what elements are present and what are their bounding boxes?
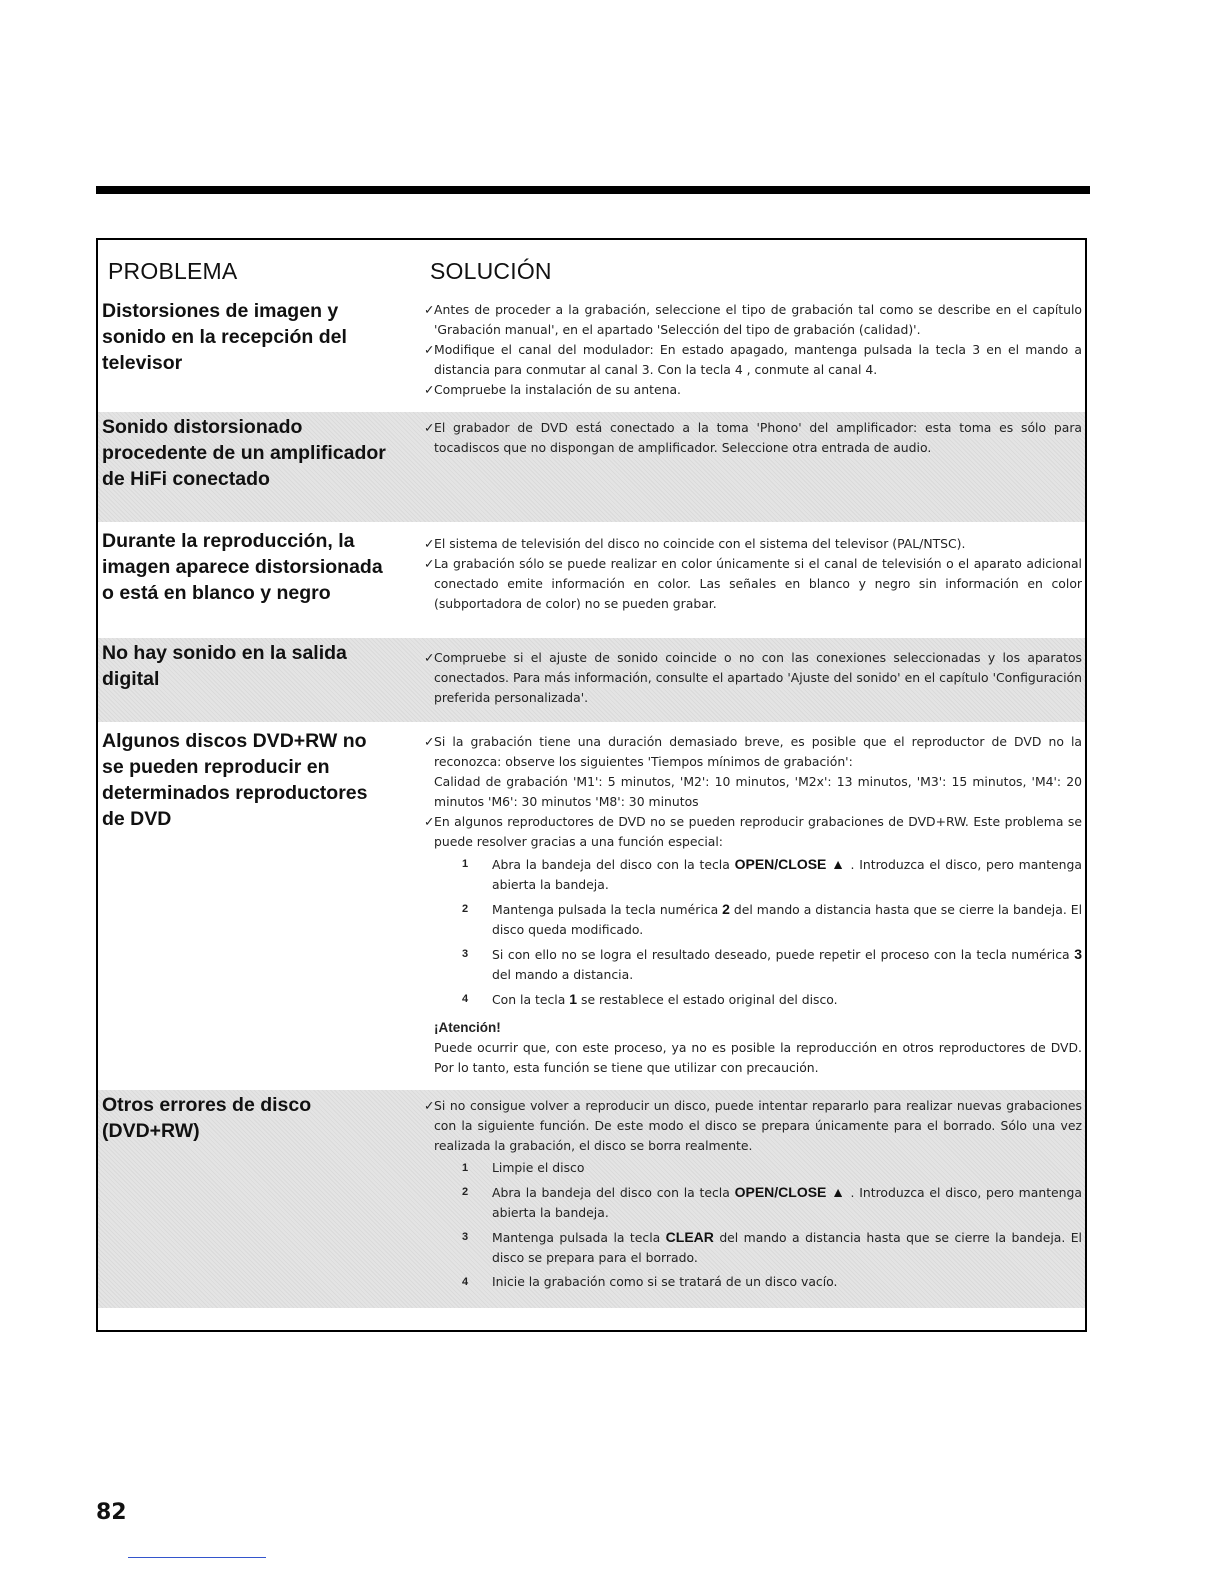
step-item	[424, 1227, 1082, 1268]
key-label: 2	[722, 901, 730, 917]
check-icon: ✓	[424, 536, 435, 551]
step-item	[424, 989, 1082, 1010]
solution-text: Compruebe la instalación de su antena.	[434, 382, 681, 397]
step-text: Abra la bandeja del disco con la tecla	[492, 1185, 735, 1200]
step-number: 4	[462, 1276, 469, 1288]
step-number: 4	[462, 993, 469, 1005]
solution-cell	[424, 418, 1082, 458]
problem-text: Otros errores de disco (DVD+RW)	[102, 1094, 312, 1142]
table-row	[98, 526, 1085, 634]
key-label: OPEN/CLOSE	[734, 1184, 827, 1200]
step-text: Mantenga pulsada la tecla numérica	[492, 902, 723, 917]
check-icon: ✓	[424, 420, 435, 435]
step-item	[424, 899, 1082, 940]
step-item	[424, 854, 1082, 895]
step-number: 3	[462, 1231, 469, 1243]
solution-text: Compruebe si el ajuste de sonido coincide o no con las conexiones seleccionadas y los aparatos conectados. Para más información, consulte el apartado 'Ajuste del sonido' en el capítulo 'Configuración preferida personalizada'.	[434, 650, 1082, 705]
check-icon: ✓	[424, 650, 435, 665]
check-icon: ✓	[424, 734, 435, 749]
step-item	[424, 944, 1082, 985]
step-text: del mando a distancia.	[492, 967, 634, 982]
eject-icon: ▲	[831, 1184, 846, 1200]
step-text: del mando a distancia hasta que se cierre la bandeja. El disco se prepara para el borrado.	[492, 1230, 1082, 1265]
step-text: . Introduzca el disco, pero mantenga abierta la bandeja.	[492, 857, 1082, 892]
solution-cell	[424, 534, 1082, 614]
solution-text: Si no consigue volver a reproducir un disco, puede intentar repararlo para realizar nuevas grabaciones con la siguiente función. De este modo el disco se prepara únicamente para el borrado. Sólo una vez realizada la grabación, el disco se borra realmente.	[434, 1098, 1082, 1153]
step-item	[424, 1158, 1082, 1178]
check-icon: ✓	[424, 302, 435, 317]
table-row	[98, 638, 1085, 722]
problem-text: No hay sonido en la salida digital	[102, 642, 347, 690]
column-header-problem: PROBLEMA	[108, 258, 238, 284]
table-row	[98, 296, 1085, 410]
check-icon: ✓	[424, 556, 435, 571]
troubleshooting-table	[96, 238, 1087, 1332]
step-number: 2	[462, 903, 469, 915]
column-header-solution: SOLUCIÓN	[430, 258, 552, 284]
step-text: Inicie la grabación como si se tratará de un disco vacío.	[492, 1274, 838, 1289]
problem-text: Sonido distorsionado procedente de un amplificador de HiFi conectado	[102, 416, 386, 490]
table-row	[98, 726, 1085, 1086]
check-icon: ✓	[424, 1098, 435, 1113]
solution-cell	[424, 648, 1082, 708]
step-text: del mando a distancia hasta que se cierre la bandeja. El disco queda modificado.	[492, 902, 1083, 937]
step-item	[424, 1182, 1082, 1223]
step-text: Con la tecla	[492, 992, 570, 1007]
step-text: Abra la bandeja del disco con la tecla	[492, 857, 735, 872]
check-icon: ✓	[424, 814, 435, 829]
solution-text: Modifique el canal del modulador: En estado apagado, mantenga pulsada la tecla 3 en el mando a distancia para conmutar al canal 3. Con la tecla 4 , conmute al canal 4.	[434, 342, 1082, 377]
solution-cell	[424, 300, 1082, 400]
step-text: Limpie el disco	[492, 1160, 585, 1175]
step-number: 1	[462, 858, 469, 870]
check-icon: ✓	[424, 382, 435, 397]
problem-text: Distorsiones de imagen y sonido en la recepción del televisor	[102, 300, 347, 374]
key-label: 1	[569, 991, 578, 1007]
attention-body: Puede ocurrir que, con este proceso, ya no es posible la reproducción en otros reproductores de DVD. Por lo tanto, esta función se tiene que utilizar con precaución.	[434, 1040, 1082, 1075]
solution-text: El sistema de televisión del disco no coincide con el sistema del televisor (PAL/NTSC).	[434, 536, 966, 551]
solution-text: En algunos reproductores de DVD no se pueden reproducir grabaciones de DVD+RW. Este problema se puede resolver gracias a una función especial:	[434, 814, 1082, 849]
eject-icon: ▲	[831, 856, 846, 872]
solution-text: El grabador de DVD está conectado a la toma 'Phono' del amplificador: esta toma es sólo para tocadiscos que no dispongan de amplificador. Seleccione otra entrada de audio.	[434, 420, 1082, 455]
table-row	[98, 412, 1085, 522]
table-row	[98, 1090, 1085, 1308]
step-text: Si con ello no se logra el resultado deseado, puede repetir el proceso con la tecla numérica	[492, 947, 1075, 962]
solution-cell	[424, 732, 1082, 1078]
key-label: CLEAR	[665, 1229, 714, 1245]
solution-text: Si la grabación tiene una duración demasiado breve, es posible que el reproductor de DVD no la reconozca: observe los siguientes 'Tiempos mínimos de grabación':	[434, 734, 1082, 769]
step-number: 2	[462, 1186, 469, 1198]
step-number: 3	[462, 948, 469, 960]
min-times: Calidad de grabación 'M1': 5 minutos, 'M2': 10 minutos, 'M2x': 13 minutos, 'M3': 15 minutos, 'M4': 20 minutos 'M6': 30 minutos 'M8': 30 minutos	[434, 774, 1082, 809]
problem-text: Durante la reproducción, la imagen aparece distorsionada o está en blanco y negro	[102, 530, 383, 604]
page-number: 82	[96, 1500, 127, 1525]
solution-text: Antes de proceder a la grabación, seleccione el tipo de grabación tal como se describe en el capítulo 'Grabación manual', en el apartado 'Selección del tipo de grabación (calidad)'.	[434, 302, 1082, 337]
key-label: 3	[1074, 946, 1082, 962]
top-rule	[96, 186, 1090, 194]
step-item	[424, 1272, 1082, 1292]
attention-title: ¡Atención!	[434, 1020, 501, 1035]
key-label: OPEN/CLOSE	[734, 856, 827, 872]
solution-text: La grabación sólo se puede realizar en color únicamente si el canal de televisión o el aparato adicional conectado emite información en color. Las señales en blanco y negro sin información en color (subportadora de color) no se pueden grabar.	[434, 556, 1082, 611]
solution-cell	[424, 1096, 1082, 1296]
footer-link-underline	[128, 1557, 266, 1558]
problem-text: Algunos discos DVD+RW no se pueden reproducir en determinados reproductores de DVD	[102, 730, 368, 830]
step-text: se restablece el estado original del disco.	[577, 992, 838, 1007]
step-text: Mantenga pulsada la tecla	[492, 1230, 666, 1245]
step-text: . Introduzca el disco, pero mantenga abierta la bandeja.	[492, 1185, 1082, 1220]
check-icon: ✓	[424, 342, 435, 357]
step-number: 1	[462, 1162, 469, 1174]
